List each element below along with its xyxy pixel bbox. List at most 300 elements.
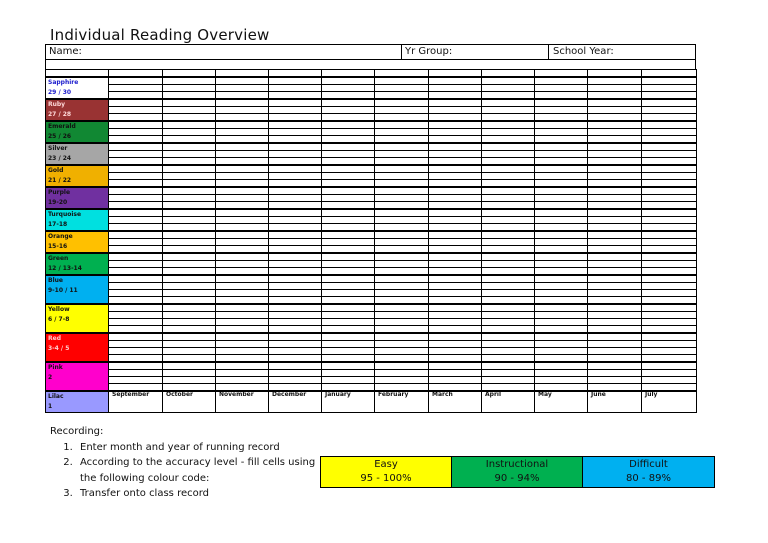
record-cell[interactable] [322, 136, 375, 144]
record-cell[interactable] [163, 224, 216, 232]
record-cell[interactable] [109, 333, 163, 341]
record-cell[interactable] [163, 326, 216, 334]
record-cell[interactable] [109, 217, 163, 224]
record-cell[interactable] [482, 304, 535, 312]
record-cell[interactable] [535, 319, 588, 326]
record-cell[interactable] [482, 362, 535, 370]
record-cell[interactable] [322, 202, 375, 210]
record-cell[interactable] [535, 121, 588, 129]
record-cell[interactable] [429, 173, 482, 180]
record-cell[interactable] [109, 348, 163, 355]
record-cell[interactable] [482, 355, 535, 363]
record-cell[interactable] [642, 173, 697, 180]
record-cell[interactable] [642, 304, 697, 312]
record-cell[interactable] [482, 107, 535, 114]
record-cell[interactable] [429, 92, 482, 100]
record-cell[interactable] [269, 384, 322, 392]
record-cell[interactable] [535, 107, 588, 114]
record-cell[interactable] [109, 151, 163, 158]
record-cell[interactable] [429, 333, 482, 341]
record-cell[interactable] [269, 99, 322, 107]
record-cell[interactable] [163, 92, 216, 100]
record-cell[interactable] [216, 348, 269, 355]
record-cell[interactable] [535, 70, 588, 78]
record-cell[interactable] [375, 312, 429, 319]
record-cell[interactable] [216, 217, 269, 224]
record-cell[interactable] [482, 246, 535, 254]
record-cell[interactable] [642, 370, 697, 377]
record-cell[interactable] [109, 92, 163, 100]
record-cell[interactable] [588, 151, 642, 158]
record-cell[interactable] [375, 85, 429, 92]
record-cell[interactable] [588, 384, 642, 392]
record-cell[interactable] [269, 187, 322, 195]
record-cell[interactable] [322, 209, 375, 217]
record-cell[interactable] [588, 180, 642, 188]
record-cell[interactable] [588, 99, 642, 107]
record-cell[interactable] [429, 312, 482, 319]
record-cell[interactable] [216, 85, 269, 92]
record-cell[interactable] [269, 312, 322, 319]
record-cell[interactable] [322, 253, 375, 261]
record-cell[interactable] [535, 246, 588, 254]
record-cell[interactable] [535, 304, 588, 312]
record-cell[interactable] [429, 283, 482, 290]
record-cell[interactable] [269, 275, 322, 283]
record-cell[interactable] [588, 348, 642, 355]
record-cell[interactable] [429, 290, 482, 297]
record-cell[interactable] [642, 377, 697, 384]
record-cell[interactable] [429, 114, 482, 122]
record-cell[interactable] [216, 107, 269, 114]
record-cell[interactable] [375, 158, 429, 166]
record-cell[interactable] [163, 377, 216, 384]
record-cell[interactable] [109, 253, 163, 261]
record-cell[interactable] [642, 283, 697, 290]
record-cell[interactable] [163, 77, 216, 85]
record-cell[interactable] [642, 114, 697, 122]
record-cell[interactable] [109, 158, 163, 166]
record-cell[interactable] [429, 217, 482, 224]
record-cell[interactable] [109, 246, 163, 254]
record-cell[interactable] [109, 355, 163, 363]
record-cell[interactable] [588, 333, 642, 341]
record-cell[interactable] [269, 261, 322, 268]
record-cell[interactable] [429, 384, 482, 392]
record-cell[interactable] [109, 77, 163, 85]
record-cell[interactable] [109, 326, 163, 334]
record-cell[interactable] [322, 297, 375, 305]
record-cell[interactable] [588, 268, 642, 276]
record-cell[interactable] [642, 348, 697, 355]
record-cell[interactable] [429, 326, 482, 334]
record-cell[interactable] [216, 202, 269, 210]
record-cell[interactable] [642, 231, 697, 239]
record-cell[interactable] [429, 297, 482, 305]
record-cell[interactable] [482, 114, 535, 122]
record-cell[interactable] [322, 370, 375, 377]
record-cell[interactable] [163, 209, 216, 217]
record-cell[interactable] [535, 297, 588, 305]
record-cell[interactable] [482, 239, 535, 246]
record-cell[interactable] [482, 217, 535, 224]
record-cell[interactable] [588, 143, 642, 151]
record-cell[interactable] [482, 180, 535, 188]
record-cell[interactable] [642, 362, 697, 370]
record-cell[interactable] [535, 326, 588, 334]
record-cell[interactable] [322, 268, 375, 276]
record-cell[interactable] [269, 239, 322, 246]
record-cell[interactable] [535, 355, 588, 363]
record-cell[interactable] [535, 202, 588, 210]
record-cell[interactable] [269, 297, 322, 305]
record-cell[interactable] [163, 246, 216, 254]
record-cell[interactable] [375, 362, 429, 370]
record-cell[interactable] [109, 275, 163, 283]
record-cell[interactable] [642, 85, 697, 92]
record-cell[interactable] [109, 121, 163, 129]
record-cell[interactable] [429, 246, 482, 254]
record-cell[interactable] [642, 165, 697, 173]
record-cell[interactable] [269, 180, 322, 188]
record-cell[interactable] [109, 231, 163, 239]
record-cell[interactable] [429, 370, 482, 377]
record-cell[interactable] [109, 180, 163, 188]
record-cell[interactable] [109, 129, 163, 136]
record-cell[interactable] [588, 136, 642, 144]
record-cell[interactable] [163, 384, 216, 392]
record-cell[interactable] [109, 377, 163, 384]
record-cell[interactable] [269, 92, 322, 100]
record-cell[interactable] [482, 121, 535, 129]
record-cell[interactable] [588, 129, 642, 136]
record-cell[interactable] [269, 348, 322, 355]
record-cell[interactable] [109, 173, 163, 180]
record-cell[interactable] [216, 239, 269, 246]
record-cell[interactable] [269, 209, 322, 217]
record-cell[interactable] [109, 209, 163, 217]
record-cell[interactable] [535, 239, 588, 246]
record-cell[interactable] [269, 217, 322, 224]
record-cell[interactable] [322, 85, 375, 92]
record-cell[interactable] [269, 151, 322, 158]
record-cell[interactable] [482, 224, 535, 232]
record-cell[interactable] [482, 70, 535, 78]
record-cell[interactable] [588, 341, 642, 348]
record-cell[interactable] [109, 370, 163, 377]
record-cell[interactable] [322, 92, 375, 100]
record-cell[interactable] [482, 333, 535, 341]
record-cell[interactable] [322, 261, 375, 268]
record-cell[interactable] [588, 304, 642, 312]
record-cell[interactable] [269, 173, 322, 180]
record-cell[interactable] [375, 202, 429, 210]
record-cell[interactable] [642, 268, 697, 276]
record-cell[interactable] [482, 312, 535, 319]
record-cell[interactable] [322, 158, 375, 166]
record-cell[interactable] [588, 85, 642, 92]
record-cell[interactable] [109, 136, 163, 144]
record-cell[interactable] [163, 85, 216, 92]
record-cell[interactable] [216, 275, 269, 283]
record-cell[interactable] [429, 261, 482, 268]
record-cell[interactable] [322, 129, 375, 136]
record-cell[interactable] [269, 268, 322, 276]
record-cell[interactable] [429, 239, 482, 246]
record-cell[interactable] [588, 187, 642, 195]
record-cell[interactable] [163, 261, 216, 268]
record-cell[interactable] [109, 384, 163, 392]
record-cell[interactable] [535, 173, 588, 180]
record-cell[interactable] [588, 107, 642, 114]
record-cell[interactable] [322, 195, 375, 202]
record-cell[interactable] [375, 275, 429, 283]
record-cell[interactable] [163, 136, 216, 144]
record-cell[interactable] [322, 99, 375, 107]
record-cell[interactable] [535, 180, 588, 188]
record-cell[interactable] [269, 341, 322, 348]
record-cell[interactable] [429, 143, 482, 151]
record-cell[interactable] [588, 173, 642, 180]
record-cell[interactable] [482, 231, 535, 239]
record-cell[interactable] [269, 136, 322, 144]
record-cell[interactable] [375, 195, 429, 202]
record-cell[interactable] [216, 333, 269, 341]
record-cell[interactable] [375, 99, 429, 107]
record-cell[interactable] [216, 165, 269, 173]
record-cell[interactable] [429, 202, 482, 210]
record-cell[interactable] [269, 377, 322, 384]
record-cell[interactable] [163, 114, 216, 122]
record-cell[interactable] [322, 180, 375, 188]
record-cell[interactable] [109, 70, 163, 78]
record-cell[interactable] [322, 107, 375, 114]
record-cell[interactable] [429, 77, 482, 85]
record-cell[interactable] [322, 377, 375, 384]
record-cell[interactable] [322, 246, 375, 254]
record-cell[interactable] [109, 290, 163, 297]
record-cell[interactable] [216, 297, 269, 305]
record-cell[interactable] [482, 99, 535, 107]
record-cell[interactable] [322, 151, 375, 158]
record-cell[interactable] [482, 348, 535, 355]
record-cell[interactable] [322, 312, 375, 319]
record-cell[interactable] [535, 348, 588, 355]
record-cell[interactable] [535, 268, 588, 276]
record-cell[interactable] [163, 143, 216, 151]
record-cell[interactable] [322, 348, 375, 355]
record-cell[interactable] [322, 275, 375, 283]
record-cell[interactable] [375, 253, 429, 261]
record-cell[interactable] [269, 77, 322, 85]
record-cell[interactable] [109, 187, 163, 195]
record-cell[interactable] [429, 151, 482, 158]
record-cell[interactable] [269, 231, 322, 239]
record-cell[interactable] [642, 136, 697, 144]
record-cell[interactable] [588, 362, 642, 370]
record-cell[interactable] [375, 268, 429, 276]
record-cell[interactable] [429, 362, 482, 370]
record-cell[interactable] [642, 121, 697, 129]
record-cell[interactable] [109, 319, 163, 326]
record-cell[interactable] [322, 121, 375, 129]
record-cell[interactable] [216, 77, 269, 85]
record-cell[interactable] [216, 377, 269, 384]
record-cell[interactable] [535, 99, 588, 107]
record-cell[interactable] [375, 377, 429, 384]
record-cell[interactable] [269, 283, 322, 290]
record-cell[interactable] [375, 283, 429, 290]
record-cell[interactable] [429, 355, 482, 363]
record-cell[interactable] [642, 355, 697, 363]
record-cell[interactable] [642, 290, 697, 297]
record-cell[interactable] [216, 173, 269, 180]
record-cell[interactable] [163, 312, 216, 319]
record-cell[interactable] [429, 195, 482, 202]
record-cell[interactable] [109, 312, 163, 319]
record-cell[interactable] [535, 290, 588, 297]
record-cell[interactable] [375, 209, 429, 217]
record-cell[interactable] [322, 224, 375, 232]
record-cell[interactable] [375, 173, 429, 180]
record-cell[interactable] [375, 187, 429, 195]
record-cell[interactable] [109, 297, 163, 305]
record-cell[interactable] [269, 107, 322, 114]
record-cell[interactable] [535, 85, 588, 92]
record-cell[interactable] [163, 99, 216, 107]
record-cell[interactable] [216, 187, 269, 195]
record-cell[interactable] [269, 290, 322, 297]
record-cell[interactable] [269, 195, 322, 202]
record-cell[interactable] [216, 304, 269, 312]
record-cell[interactable] [588, 231, 642, 239]
record-cell[interactable] [429, 224, 482, 232]
record-cell[interactable] [216, 384, 269, 392]
record-cell[interactable] [322, 283, 375, 290]
record-cell[interactable] [216, 195, 269, 202]
record-cell[interactable] [216, 261, 269, 268]
record-cell[interactable] [642, 246, 697, 254]
record-cell[interactable] [642, 129, 697, 136]
record-cell[interactable] [163, 70, 216, 78]
record-cell[interactable] [588, 158, 642, 166]
record-cell[interactable] [429, 129, 482, 136]
record-cell[interactable] [216, 224, 269, 232]
record-cell[interactable] [109, 341, 163, 348]
record-cell[interactable] [163, 231, 216, 239]
record-cell[interactable] [429, 99, 482, 107]
record-cell[interactable] [163, 121, 216, 129]
record-cell[interactable] [482, 85, 535, 92]
record-cell[interactable] [588, 377, 642, 384]
record-cell[interactable] [109, 304, 163, 312]
record-cell[interactable] [482, 187, 535, 195]
record-cell[interactable] [109, 362, 163, 370]
record-cell[interactable] [588, 202, 642, 210]
record-cell[interactable] [642, 92, 697, 100]
record-cell[interactable] [535, 384, 588, 392]
record-cell[interactable] [535, 217, 588, 224]
record-cell[interactable] [375, 384, 429, 392]
record-cell[interactable] [535, 151, 588, 158]
record-cell[interactable] [588, 195, 642, 202]
record-cell[interactable] [429, 136, 482, 144]
record-cell[interactable] [588, 114, 642, 122]
record-cell[interactable] [163, 333, 216, 341]
record-cell[interactable] [375, 165, 429, 173]
record-cell[interactable] [482, 173, 535, 180]
record-cell[interactable] [429, 231, 482, 239]
record-cell[interactable] [588, 275, 642, 283]
record-cell[interactable] [322, 187, 375, 195]
record-cell[interactable] [375, 333, 429, 341]
record-cell[interactable] [642, 107, 697, 114]
record-cell[interactable] [216, 180, 269, 188]
record-cell[interactable] [163, 268, 216, 276]
record-cell[interactable] [535, 165, 588, 173]
record-cell[interactable] [269, 165, 322, 173]
record-cell[interactable] [269, 158, 322, 166]
record-cell[interactable] [322, 114, 375, 122]
record-cell[interactable] [269, 370, 322, 377]
record-cell[interactable] [375, 77, 429, 85]
record-cell[interactable] [322, 290, 375, 297]
record-cell[interactable] [588, 253, 642, 261]
record-cell[interactable] [322, 355, 375, 363]
record-cell[interactable] [322, 143, 375, 151]
record-cell[interactable] [642, 143, 697, 151]
record-cell[interactable] [535, 275, 588, 283]
record-cell[interactable] [163, 348, 216, 355]
record-cell[interactable] [642, 70, 697, 78]
record-cell[interactable] [216, 121, 269, 129]
record-cell[interactable] [588, 70, 642, 78]
record-cell[interactable] [482, 326, 535, 334]
record-cell[interactable] [322, 333, 375, 341]
record-cell[interactable] [482, 275, 535, 283]
record-cell[interactable] [642, 217, 697, 224]
record-cell[interactable] [429, 268, 482, 276]
record-cell[interactable] [642, 99, 697, 107]
record-cell[interactable] [375, 304, 429, 312]
record-cell[interactable] [269, 70, 322, 78]
record-cell[interactable] [642, 195, 697, 202]
record-cell[interactable] [375, 290, 429, 297]
record-cell[interactable] [109, 202, 163, 210]
record-cell[interactable] [588, 370, 642, 377]
record-cell[interactable] [642, 341, 697, 348]
record-cell[interactable] [429, 107, 482, 114]
record-cell[interactable] [375, 231, 429, 239]
record-cell[interactable] [109, 268, 163, 276]
record-cell[interactable] [163, 173, 216, 180]
record-cell[interactable] [163, 158, 216, 166]
record-cell[interactable] [482, 158, 535, 166]
record-cell[interactable] [375, 239, 429, 246]
record-cell[interactable] [482, 202, 535, 210]
record-cell[interactable] [535, 333, 588, 341]
record-cell[interactable] [163, 187, 216, 195]
record-cell[interactable] [163, 195, 216, 202]
record-cell[interactable] [216, 231, 269, 239]
record-cell[interactable] [642, 239, 697, 246]
record-cell[interactable] [482, 253, 535, 261]
record-cell[interactable] [216, 283, 269, 290]
record-cell[interactable] [482, 297, 535, 305]
record-cell[interactable] [588, 319, 642, 326]
record-cell[interactable] [375, 326, 429, 334]
record-cell[interactable] [482, 195, 535, 202]
